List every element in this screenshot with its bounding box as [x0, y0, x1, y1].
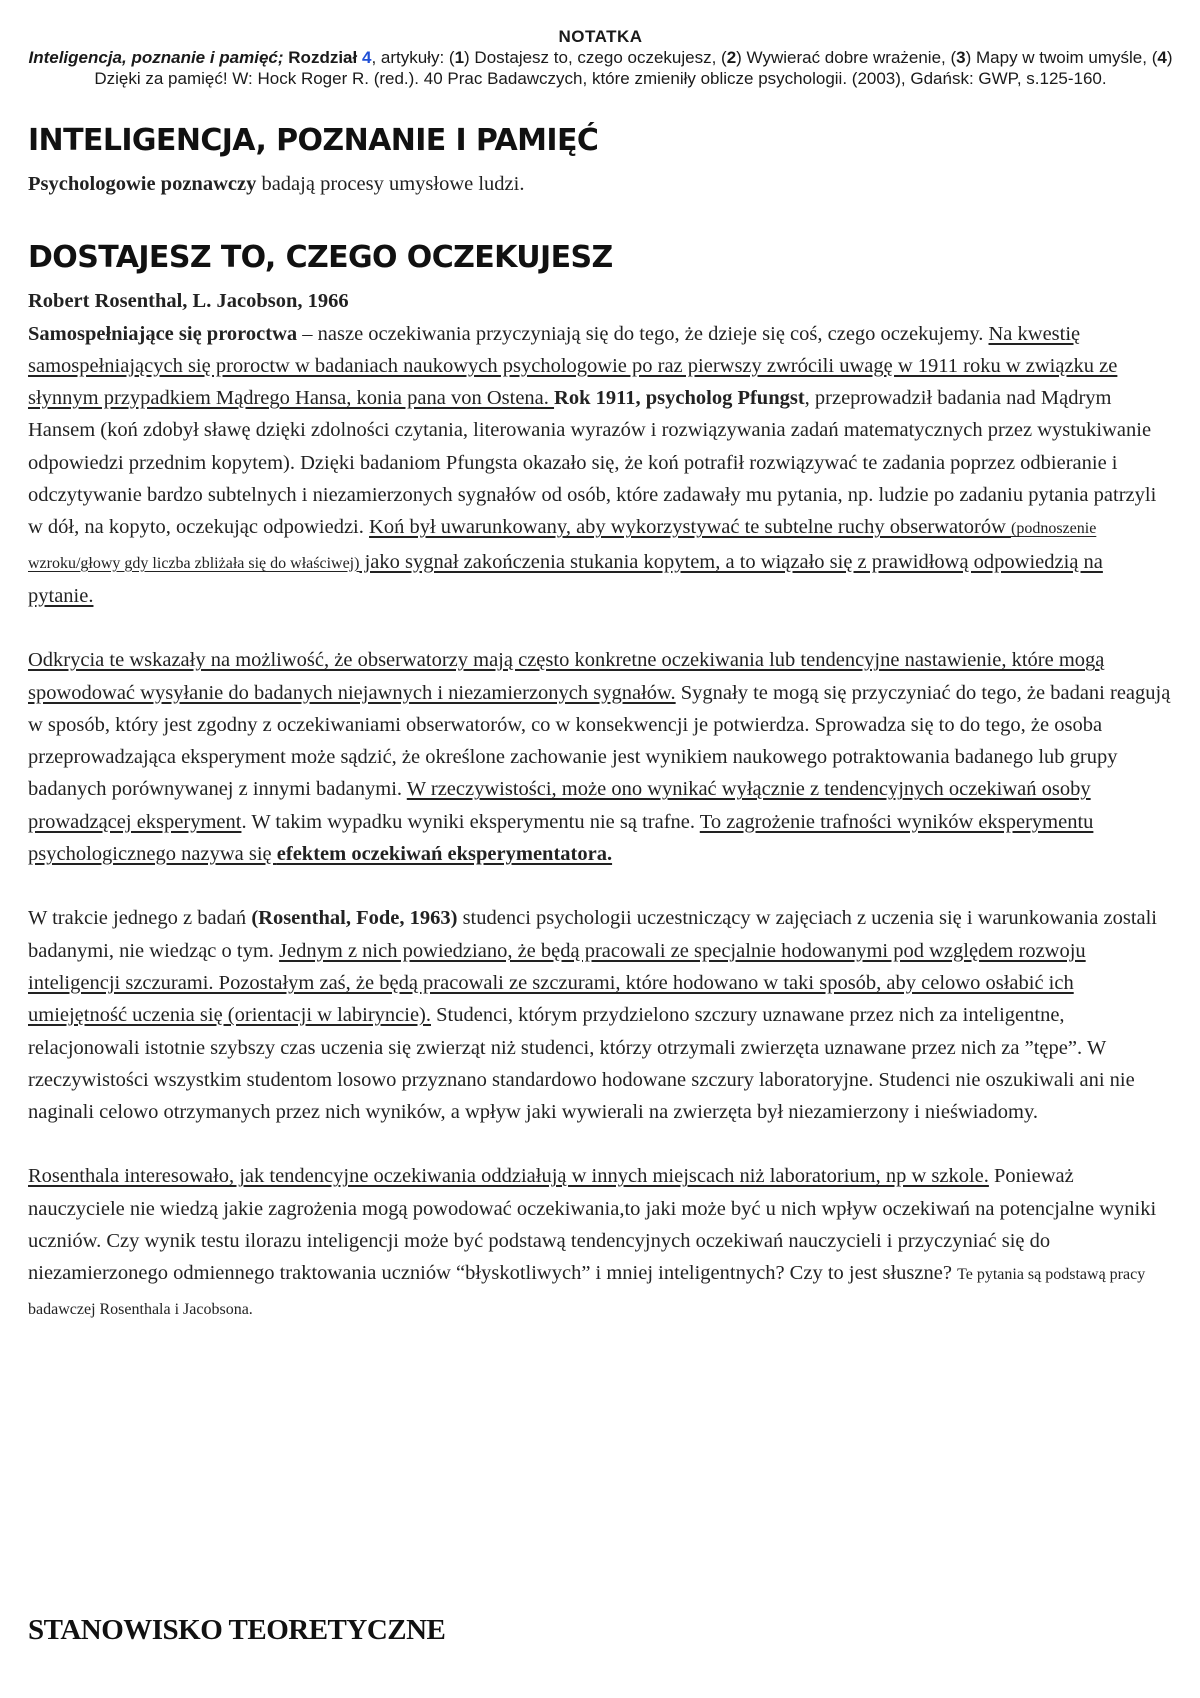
text: . W takim wypadku wyniki eksperymentu nie są trafne.: [241, 810, 700, 833]
citation-num: 3: [956, 48, 966, 67]
paragraph: [28, 168, 1173, 200]
citation-num: 1: [454, 48, 465, 67]
underlined-text: Jednym z nich powiedziano, że będą pracowali ze specjalnie hodowanymi pod względem rozwoju inteligencji szczurami. Pozostałym zaś, że będą pracowali ze szczurami, które hodowano w taki sposób, aby celowo osłabić ich umiejętność uczenia się (orientacji w labiryncie).: [28, 939, 1086, 1027]
underlined-small-text: (podnoszenie wzroku/głowy gdy liczba zbliżała się do właściwej): [28, 520, 1097, 572]
bold-term: efektem oczekiwań eksperymentatora.: [276, 843, 613, 866]
book-title: Inteligencja, poznanie i pamięć;: [28, 48, 284, 67]
small-text: Te pytania są podstawą pracy badawczej Rosenthala i Jacobsona.: [28, 1266, 1146, 1318]
paragraph: [28, 318, 1173, 613]
note-header: [28, 26, 1173, 89]
underlined-text: Koń był uwarunkowany, aby wykorzystywać te subtelne ruchy obserwatorów: [369, 516, 1011, 539]
underlined-text: Na kwestię samospełniających się proroctw w badaniach naukowych psychologowie po raz pierwszy zwrócili uwagę w 1911 roku w związku ze słynnym przypadkiem Mądrego Hansa, konia pana von Ostena.: [28, 322, 1118, 410]
text: Ponieważ nauczyciele nie wiedzą jakie zagrożenia mogą powodować oczekiwania,to jaki może być u nich wpływ oczekiwań na potencjalne wyniki uczniów. Czy wynik testu ilorazu inteligencji może być podstawą tendencyjnych oczekiwań nauczycieli i przyczyniać się do niezamierzonego odmiennego traktowania uczniów “błyskotliwych” i mniej inteligentnych? Czy to jest słuszne?: [28, 1165, 1157, 1285]
text: studenci psychologii uczestniczący w zajęciach z uczenia się i warunkowania zostali badanymi, nie wiedząc o tym.: [28, 907, 1158, 962]
document-page: [28, 26, 1173, 1646]
citation-text: ) Wywierać dobre wrażenie, (: [736, 48, 957, 67]
bold-term: Rok 1911, psycholog Pfungst: [554, 387, 805, 410]
citation-num: 4: [1157, 48, 1167, 67]
underlined-text: Rosenthala interesowało, jak tendencyjne oczekiwania oddziałują w innych miejscach niż laboratorium, np w szkole.: [28, 1165, 989, 1188]
citation: [28, 47, 1173, 89]
underlined-text: Odkrycia te wskazały na możliwość, że obserwatorzy mają często konkretne oczekiwania lub tendencyjne nastawienie, które mogą spowodować wysyłanie do badanych niejawnych i niezamierzonych sygnałów.: [28, 649, 1105, 704]
section-heading: DOSTAJESZ TO, CZEGO OCZEKUJESZ: [28, 240, 613, 276]
citation-text: , artykuły: (: [371, 48, 455, 67]
citation-text: ) Dostajesz to, czego oczekujesz, (: [464, 48, 727, 67]
text: Studenci, którym przydzielono szczury uznawane przez nich za inteligentne, relacjonowali istotnie szybszy czas uczenia się zwierząt niż studenci, którzy otrzymali zwierzęta uznawane przez nich za ”tępe”. W rzeczywistości wszystkim studentom losowo przyznano standardowo hodowane szczury laboratoryjne. Studenci nie oszukiwali ani nie naginali celowo otrzymanych przez nich wyników, a wpływ jaki wywierali na zwierzęta był niezamierzony i nieświadomy.: [28, 1004, 1135, 1124]
text: , przeprowadził badania nad Mądrym Hansem (koń zdobył sławę dzięki zdolności czytania, literowania wyrazów i rozwiązywania zadań matematycznych przez wystukiwanie odpowiedzi przednim kopytem). Dzięki badaniom Pfungsta okazało się, że koń potrafił rozwiązywać te zadania poprzez odbieranie i odczytywanie bardzo subtelnych i niezamierzonych sygnałów od osób, które zadawały mu pytania, np. ludzie po zadaniu pytania patrzyli w dół, na kopyto, oczekując odpowiedzi.: [28, 387, 1157, 539]
chapter-number: 4: [361, 48, 372, 67]
citation-text: ) Dzięki za pamięć! W: Hock Roger R. (red.). 40 Prac Badawczych, które zmieniły oblicze psychologii. (2003), Gdańsk: GWP, s.125-160.: [94, 48, 1173, 88]
underlined-text: To zagrożenie trafności wyników eksperymentu psychologicznego nazywa się: [28, 810, 1094, 866]
chapter-label: Rozdział: [288, 48, 358, 67]
section-heading: INTELIGENCJA, POZNANIE I PAMIĘĆ: [28, 123, 599, 158]
section-heading: STANOWISKO TEORETYCZNE: [28, 1614, 446, 1646]
underlined-text: jako sygnał zakończenia stukania kopytem, a to wiązało się z prawidłową odpowiedzią na pytanie.: [28, 550, 1103, 607]
bold-term: Samospełniające się proroctwa: [28, 322, 298, 345]
authors: [28, 285, 1173, 317]
citation-text: ) Mapy w twoim umyśle, (: [965, 48, 1158, 67]
authors-text: Robert Rosenthal, L. Jacobson, 1966: [28, 290, 349, 313]
note-title: NOTATKA: [558, 27, 643, 46]
bold-citation: (Rosenthal, Fode, 1963): [251, 907, 458, 930]
paragraph: [28, 902, 1173, 1128]
bold-term: Psychologowie poznawczy: [28, 173, 257, 195]
text: W trakcie jednego z badań: [28, 907, 252, 930]
underlined-text: W rzeczywistości, może ono wynikać wyłącznie z tendencyjnych oczekiwań osoby prowadzącej eksperyment: [28, 778, 1091, 833]
text: Sygnały te mogą się przyczyniać do tego, że badani reagują w sposób, który jest zgodny z oczekiwaniami obserwatorów, co w konsekwencji je potwierdza. Sprowadza się to do tego, że osoba przeprowadzająca eksperyment może sądzić, że określone zachowanie jest wynikiem naukowego potraktowania badanego lub grupy badanych porównywanej z innymi badanymi.: [28, 681, 1171, 801]
paragraph: [28, 1160, 1173, 1325]
citation-num: 2: [726, 48, 737, 67]
paragraph: [28, 644, 1173, 870]
text: – nasze oczekiwania przyczyniają się do tego, że dzieje się coś, czego oczekujemy.: [297, 322, 984, 345]
text: badają procesy umysłowe ludzi.: [256, 173, 525, 195]
